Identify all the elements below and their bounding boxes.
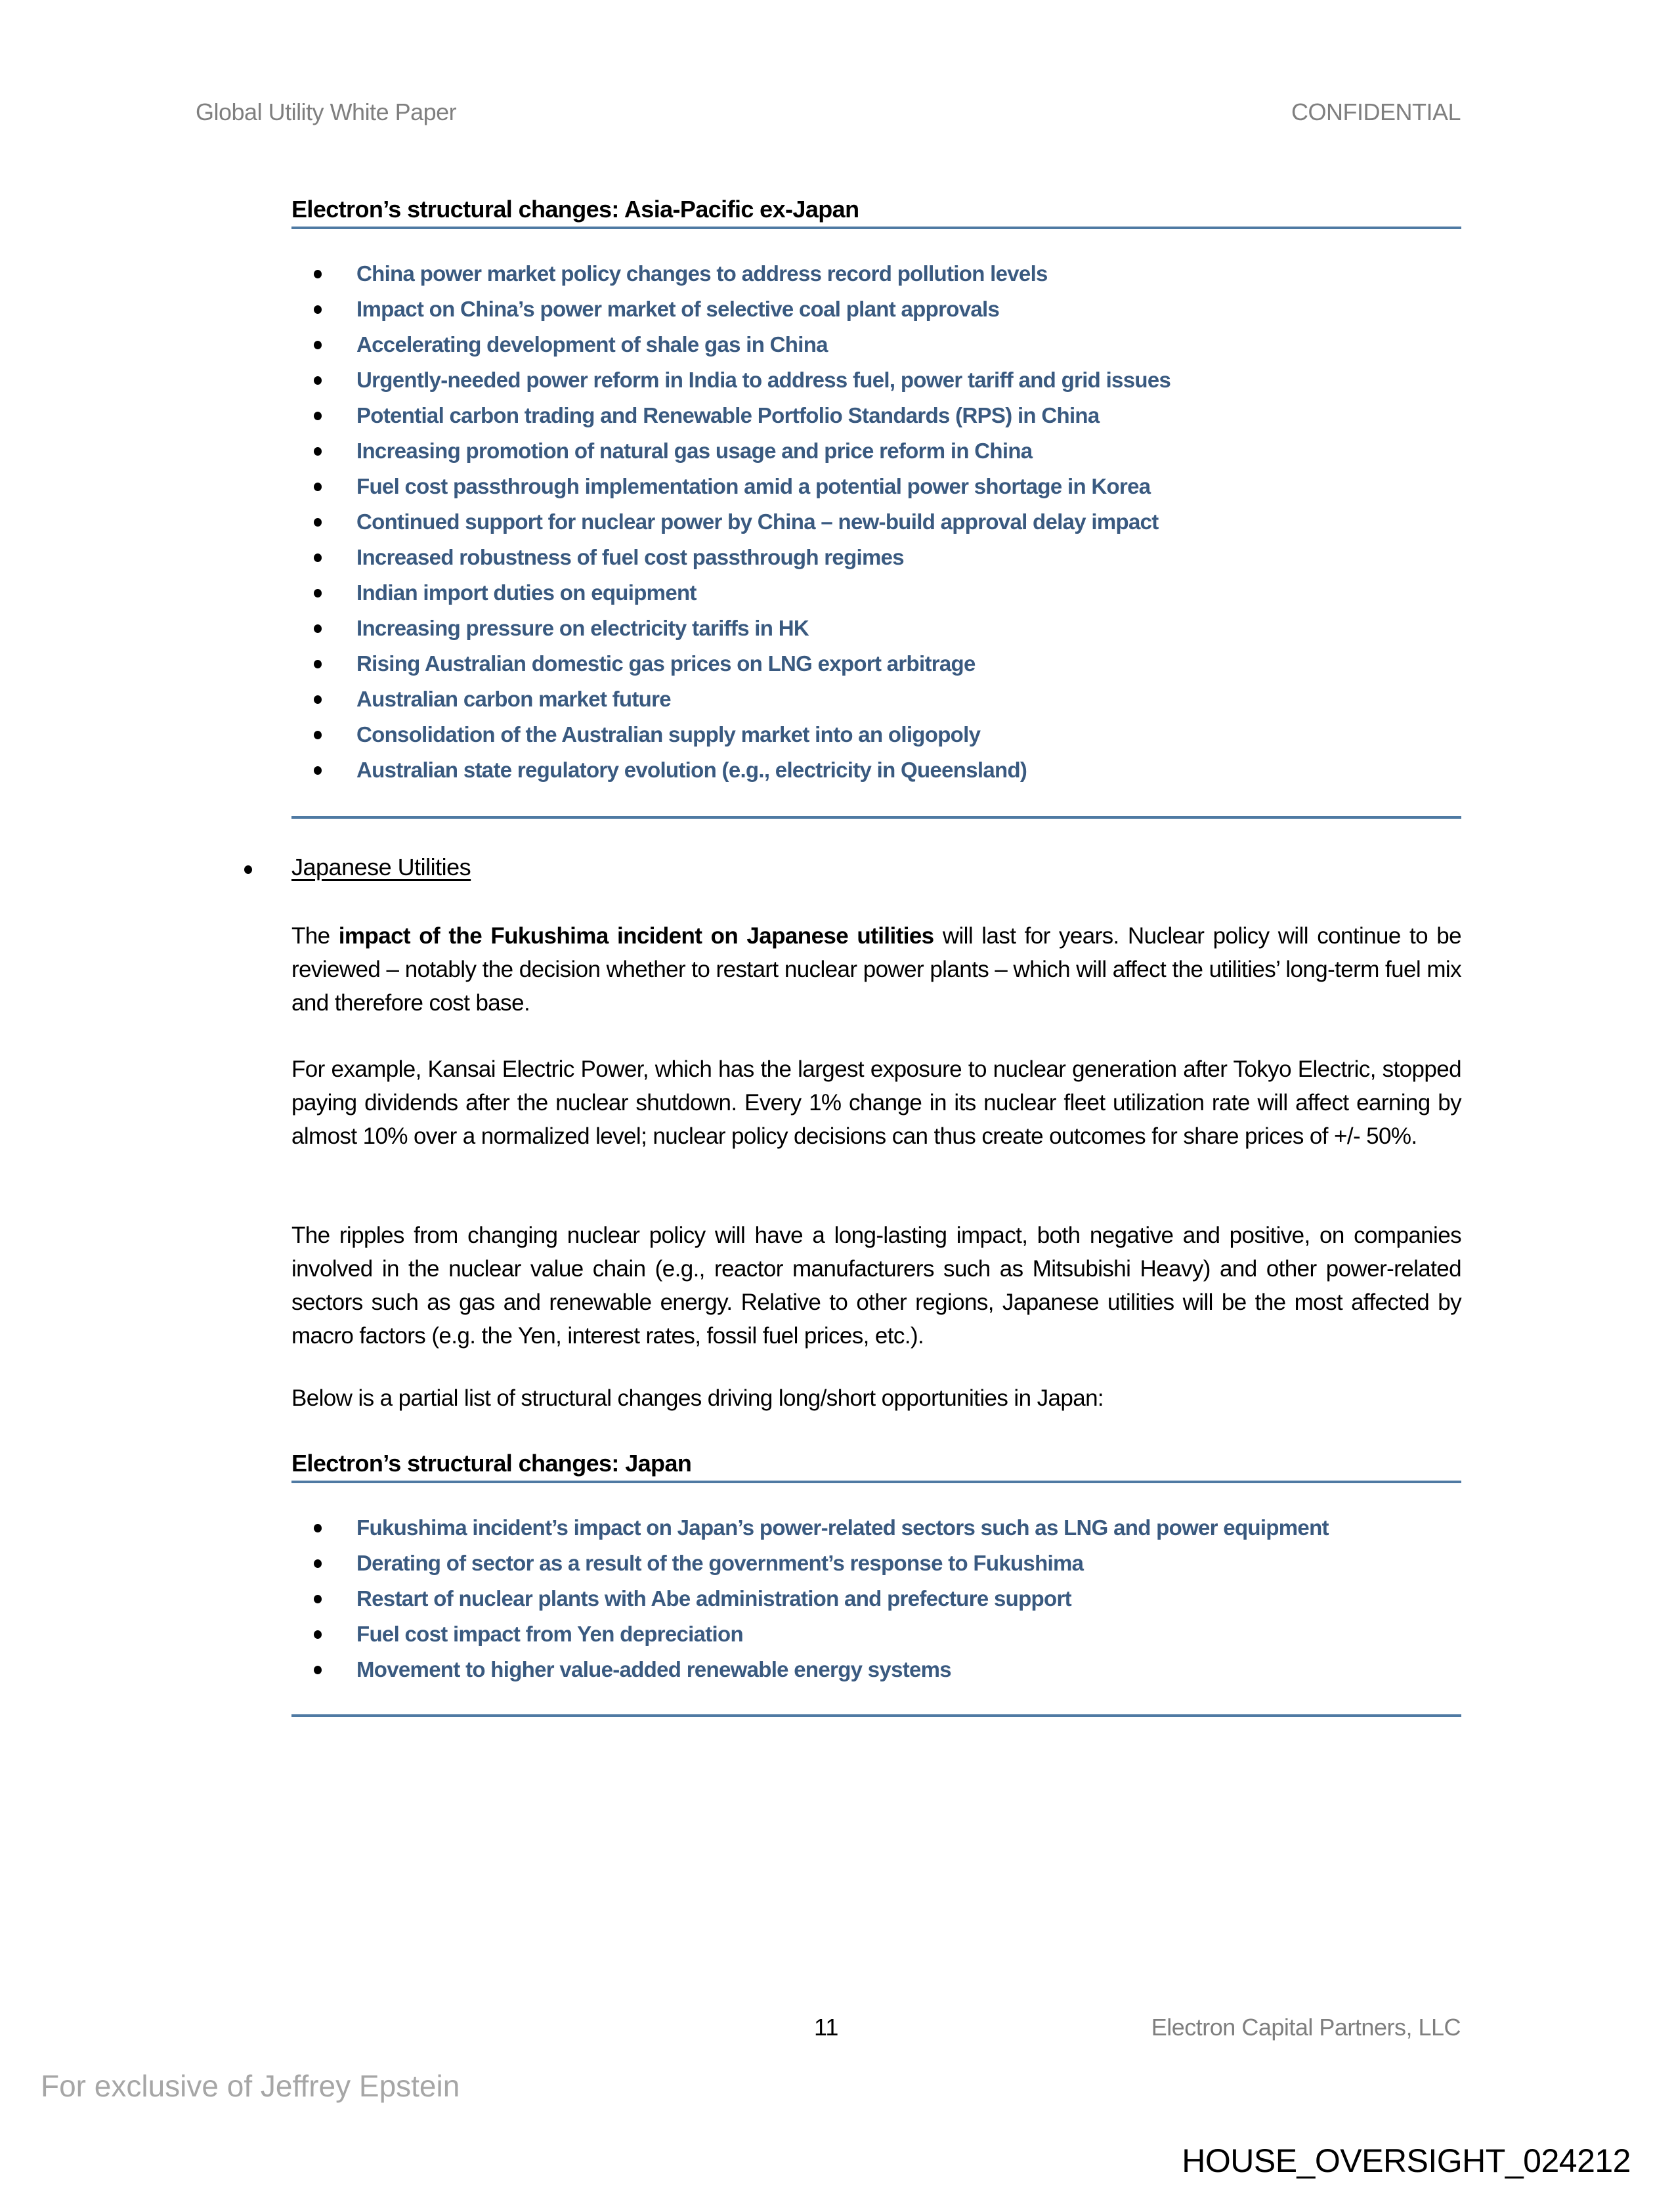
list-item: Potential carbon trading and Renewable Portfolio Standards (RPS) in China	[291, 398, 1461, 433]
bullet-icon	[314, 1630, 322, 1639]
list-item: Consolidation of the Australian supply market into an oligopoly	[291, 717, 1461, 752]
header-title: Global Utility White Paper	[196, 98, 457, 125]
list-item: Australian state regulatory evolution (e.g., electricity in Queensland)	[291, 752, 1461, 788]
footer-company: Electron Capital Partners, LLC	[1151, 2014, 1461, 2041]
list-item: China power market policy changes to address record pollution levels	[291, 256, 1461, 292]
bullet-icon	[314, 270, 322, 278]
bullet-icon	[244, 865, 252, 874]
bullet-icon	[314, 1666, 322, 1674]
confidential-label: CONFIDENTIAL	[1291, 98, 1461, 125]
list-item: Fuel cost passthrough implementation amid a potential power shortage in Korea	[291, 469, 1461, 504]
paragraph-kansai-example: For example, Kansai Electric Power, which has the largest exposure to nuclear generation after Tokyo Electric, stopped paying dividends after the nuclear shutdown. Every 1% change in its nuclear fleet utilization rate will affect earning by almost 10% over a normalized level; nuclear policy decisions can thus create outcomes for share prices of +/- 50%.	[291, 1056, 1461, 1149]
section-rule-top-japan	[291, 1481, 1461, 1483]
japanese-utilities-heading: Japanese Utilities	[291, 854, 471, 880]
bates-number: HOUSE_OVERSIGHT_024212	[1182, 2142, 1631, 2179]
section-rule-bottom-japan	[291, 1714, 1461, 1717]
bullet-icon	[314, 1559, 322, 1568]
apac-structural-changes-list	[291, 256, 1461, 788]
bullet-icon	[314, 766, 322, 775]
bullet-icon	[314, 447, 322, 456]
bullet-icon	[314, 660, 322, 668]
bullet-icon	[314, 305, 322, 314]
japan-structural-changes-list	[291, 1510, 1461, 1687]
bullet-icon	[314, 376, 322, 385]
list-item: Urgently-needed power reform in India to address fuel, power tariff and grid issues	[291, 362, 1461, 398]
list-item: Fuel cost impact from Yen depreciation	[291, 1616, 1461, 1652]
watermark-text: For exclusive of Jeffrey Epstein	[41, 2069, 460, 2103]
list-item: Fukushima incident’s impact on Japan’s power-related sectors such as LNG and power equipment	[291, 1510, 1461, 1546]
page-number: 11	[814, 2014, 839, 2041]
bullet-icon	[314, 1524, 322, 1532]
list-item: Increased robustness of fuel cost passthrough regimes	[291, 540, 1461, 575]
bullet-icon	[314, 412, 322, 420]
list-item: Increasing pressure on electricity tariffs in HK	[291, 611, 1461, 646]
bullet-icon	[314, 695, 322, 704]
section-rule-top-apac	[291, 227, 1461, 229]
section-title-japan: Electron’s structural changes: Japan	[291, 1450, 692, 1477]
list-item: Australian carbon market future	[291, 682, 1461, 717]
list-item: Indian import duties on equipment	[291, 575, 1461, 611]
section-rule-bottom-apac	[291, 816, 1461, 819]
bullet-icon	[314, 731, 322, 739]
list-item: Impact on China’s power market of selective coal plant approvals	[291, 292, 1461, 327]
list-item: Rising Australian domestic gas prices on LNG export arbitrage	[291, 646, 1461, 682]
bullet-icon	[314, 1595, 322, 1603]
list-item: Accelerating development of shale gas in China	[291, 327, 1461, 362]
paragraph-fukushima-impact: The impact of the Fukushima incident on Japanese utilities will last for years. Nuclear policy will continue to be reviewed – notably the decision whether to restart nuclear power plants – which will affect the utilities’ long-term fuel mix and therefore cost base.	[291, 923, 1461, 1016]
paragraph-list-intro: Below is a partial list of structural changes driving long/short opportunities in Japan:	[291, 1385, 1104, 1411]
bullet-icon	[314, 553, 322, 562]
bullet-icon	[314, 624, 322, 633]
paragraph-ripples: The ripples from changing nuclear policy will have a long-lasting impact, both negative and positive, on companies involved in the nuclear value chain (e.g., reactor manufacturers such as Mitsubishi Heavy) and other power-related sectors such as gas and renewable energy. Relative to other regions, Japanese utilities will be the most affected by macro factors (e.g. the Yen, interest rates, fossil fuel prices, etc.).	[291, 1223, 1461, 1349]
list-item: Increasing promotion of natural gas usage and price reform in China	[291, 433, 1461, 469]
bullet-icon	[314, 518, 322, 527]
list-item: Restart of nuclear plants with Abe administration and prefecture support	[291, 1581, 1461, 1616]
list-item: Movement to higher value-added renewable energy systems	[291, 1652, 1461, 1687]
bullet-icon	[314, 341, 322, 349]
bullet-icon	[314, 589, 322, 597]
list-item: Derating of sector as a result of the government’s response to Fukushima	[291, 1546, 1461, 1581]
bullet-icon	[314, 483, 322, 491]
emphasis-text: impact of the Fukushima incident on Japanese utilities	[338, 923, 934, 949]
list-item: Continued support for nuclear power by China – new-build approval delay impact	[291, 504, 1461, 540]
section-title-apac: Electron’s structural changes: Asia-Pacific ex-Japan	[291, 196, 859, 223]
